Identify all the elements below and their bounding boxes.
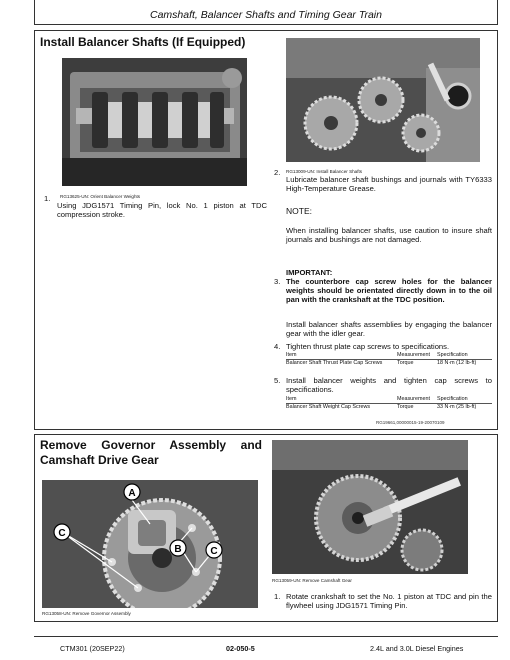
spec-header-measurement: Measurement: [397, 396, 430, 402]
footer-page-number: 02-050-5: [226, 644, 255, 653]
spec-table-weight: [286, 396, 492, 410]
step-text: The counterbore cap screw holes for the balancer weights should be orientated directly down in to the oil pan with the crankshaft at the TDC position.: [286, 277, 492, 304]
step-text: Tighten thrust plate cap screws to specifications.: [286, 342, 450, 351]
step-text: Rotate crankshaft to set the No. 1 piston at TDC and pin the flywheel using JDG1571 Timing Pin.: [286, 592, 492, 610]
spec-item: Balancer Shaft Thrust Plate Cap Screws: [286, 359, 383, 366]
note-text: When installing balancer shafts, use caution to insure shaft journals and bushings are not damaged.: [286, 226, 492, 244]
figure-caption: RG13009-UN: Install Balancer Shafts: [286, 169, 363, 174]
figure-caption: RG13059-UN: Remove Camshaft Gear: [272, 578, 352, 583]
step-number: 1.: [44, 194, 51, 203]
figure-install-balancer-shafts: [286, 38, 480, 162]
step-text: Lubricate balancer shaft bushings and journals with TY6333 High-Temperature Grease.: [286, 175, 492, 193]
page-header: [34, 0, 498, 25]
spec-header-specification: Specification: [437, 352, 468, 358]
section-title-line1: Remove Governor Assembly and: [40, 438, 262, 452]
step-number: 3.: [274, 277, 281, 286]
figure-orient-balancer-weights: [62, 58, 247, 186]
spec-table-row: [286, 404, 492, 411]
figure-remove-governor-assembly: [42, 480, 258, 608]
spec-measurement: Torque: [397, 403, 414, 410]
step-text: Using JDG1571 Timing Pin, lock No. 1 piston at TDC compression stroke.: [57, 201, 267, 219]
important-heading: IMPORTANT:: [286, 268, 333, 277]
callout-a: A: [128, 488, 136, 499]
spec-value: 33 N·m (25 lb-ft): [437, 403, 477, 410]
spec-measurement: Torque: [397, 359, 414, 366]
step-text-followup: Install balancer shafts assemblies by engaging the balancer gear with the idler gear.: [286, 320, 492, 338]
callout-b: B: [174, 544, 182, 555]
spec-value: 18 N·m (12 lb-ft): [437, 359, 477, 366]
spec-header-item: Item: [286, 352, 297, 358]
spec-header-specification: Specification: [437, 396, 468, 402]
figure-remove-camshaft-gear: [272, 440, 468, 574]
footer-engine-title: 2.4L and 3.0L Diesel Engines: [370, 644, 464, 653]
section-title: Install Balancer Shafts (If Equipped): [40, 35, 246, 49]
step-number: 4.: [274, 342, 281, 351]
spec-table-thrust-plate: [286, 352, 492, 366]
step-text: Install balancer weights and tighten cap screws to specifications.: [286, 376, 492, 394]
spec-table-row: [286, 360, 492, 367]
spec-table-header: [286, 352, 492, 360]
note-heading: NOTE:: [286, 206, 312, 216]
callout-c-left: C: [58, 528, 66, 539]
callout-c-right: C: [210, 546, 218, 557]
spec-header-item: Item: [286, 396, 297, 402]
section-title-line2: Camshaft Drive Gear: [40, 453, 159, 467]
figure-caption: RG13058-UN: Remove Governor Assembly: [42, 611, 131, 616]
reference-code: RG19661,00000015-19-20070109: [376, 420, 445, 425]
step-number: 5.: [274, 376, 281, 385]
step-number: 2.: [274, 168, 281, 177]
spec-header-measurement: Measurement: [397, 352, 430, 358]
spec-item: Balancer Shaft Weight Cap Screws: [286, 403, 371, 410]
footer-divider: [34, 636, 498, 637]
step-number: 1.: [274, 592, 281, 601]
footer-doc-id: CTM301 (20SEP22): [60, 644, 125, 653]
spec-table-header: [286, 396, 492, 404]
page-title: Camshaft, Balancer Shafts and Timing Gear Train: [150, 9, 382, 21]
figure-caption: RG13625-UN: Orient Balancer Weights: [60, 194, 141, 199]
